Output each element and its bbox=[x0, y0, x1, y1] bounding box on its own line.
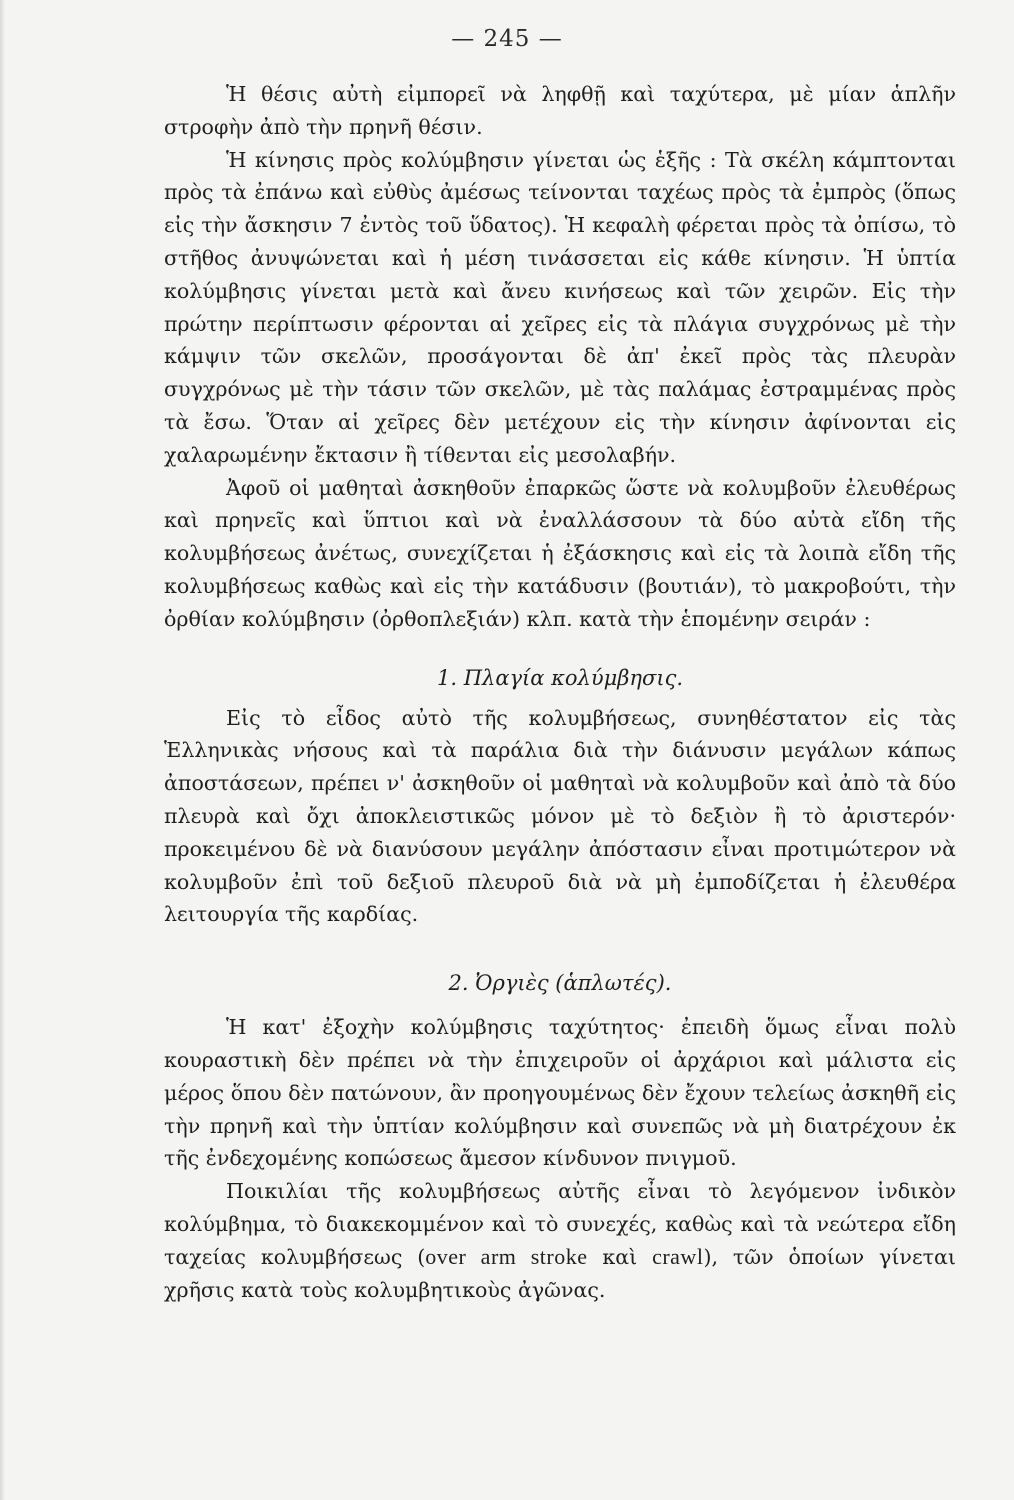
paragraph-6-part-a: Ποικιλίαι τῆς κολυμβήσεως αὐτῆς εἶναι τὸ λεγόμενον ἰνδικὸν κολύμβημα, τὸ διακεκομμένον καὶ τὸ συνεχές, καθὼς καὶ τὰ νεώτερα εἴδη ταχείας κολυμβήσεως ( bbox=[164, 1179, 956, 1269]
body-text bbox=[164, 78, 956, 1306]
paragraph-6-part-c: ), τῶν ὁποίων γίνεται χρῆσις κατὰ τοὺς κολυμβητικοὺς ἀγῶνας. bbox=[164, 1244, 956, 1302]
paragraph-1: Ἡ θέσις αὐτὴ εἰμπορεῖ νὰ ληφθῇ καὶ ταχύτερα, μὲ μίαν ἁπλῆν στροφὴν ἀπὸ τὴν πρηνῆ θέσιν. bbox=[164, 82, 956, 139]
paragraph-6 bbox=[164, 1175, 956, 1306]
paragraph-5: Ἡ κατ' ἐξοχὴν κολύμβησις ταχύτητος· ἐπειδὴ ὅμως εἶναι πολὺ κουραστικὴ δὲν πρέπει νὰ τὴν ἐπιχειροῦν οἱ ἀρχάριοι καὶ μάλιστα εἰς μέρος ὅπου δὲν πατώνουν, ἂν προηγουμένως δὲν ἔχουν τελείως ἀσκηθῆ εἰς τὴν πρηνῆ καὶ τὴν ὑπτίαν κολύμβησιν καὶ συνεπῶς νὰ μὴ διατρέχουν ἐκ τῆς ἐνδεχομένης κοπώσεως ἄμεσον κίνδυνον πνιγμοῦ. bbox=[164, 1015, 956, 1171]
latin-term-crawl: crawl bbox=[652, 1243, 704, 1269]
paragraph-2: Ἡ κίνησις πρὸς κολύμβησιν γίνεται ὡς ἑξῆς : Τὰ σκέλη κάμπτονται πρὸς τὰ ἐπάνω καὶ εὐθὺς ἀμέσως τείνονται ταχέως πρὸς τὰ ἐμπρὸς (ὅπως εἰς τὴν ἄσκησιν 7 ἐντὸς τοῦ ὕδατος). Ἡ κεφαλὴ φέρεται πρὸς τὰ ὀπίσω, τὸ στῆθος ἀνυψώνεται καὶ ἡ μέση τινάσσεται εἰς κάθε κίνησιν. Ἡ ὑπτία κολύμβησις γίνεται μετὰ καὶ ἄνευ κινήσεως καὶ τῶν χειρῶν. Εἰς τὴν πρώτην περίπτωσιν φέρονται αἱ χεῖρες εἰς τὰ πλάγια συγχρόνως μὲ τὴν κάμψιν τῶν σκελῶν, προσάγονται δὲ ἀπ' ἐκεῖ πρὸς τὰς πλευρὰν συγχρόνως μὲ τὴν τάσιν τῶν σκελῶν, μὲ τὰς παλάμας ἐστραμμένας πρὸς τὰ ἔσω. Ὅταν αἱ χεῖρες δὲν μετέχουν εἰς τὴν κίνησιν ἀφίνονται εἰς χαλαρωμένην ἔκτασιν ἢ τίθενται εἰς μεσολαβήν. bbox=[164, 147, 956, 467]
latin-term-over-arm-stroke: over arm stroke bbox=[425, 1243, 588, 1269]
section-heading-side-stroke: 1. Πλαγία κολύμβησις. bbox=[436, 665, 684, 690]
section-heading-overarm: 2. Ὀργιὲς (ἁπλωτές). bbox=[448, 971, 672, 996]
paragraph-6-part-b: καὶ bbox=[587, 1244, 653, 1269]
paragraph-4: Εἰς τὸ εἶδος αὐτὸ τῆς κολυμβήσεως, συνηθέστατον εἰς τὰς Ἑλληνικὰς νήσους καὶ τὰ παράλια διὰ τὴν διάνυσιν μεγάλων κάπως ἀποστάσεων, πρέπει ν' ἀσκηθοῦν οἱ μαθηταὶ νὰ κολυμβοῦν καὶ ἀπὸ τὰ δύο πλευρὰ καὶ ὄχι ἀποκλειστικῶς μόνον μὲ τὸ δεξιὸν ἢ τὸ ἀριστερόν· προκειμένου δὲ νὰ διανύσουν μεγάλην ἀπόστασιν εἶναι προτιμώτερον νὰ κολυμβοῦν ἐπὶ τοῦ δεξιοῦ πλευροῦ διὰ νὰ μὴ ἐμποδίζεται ἡ ἐλευθέρα λειτουργία τῆς καρδίας. bbox=[164, 705, 956, 927]
paragraph-3: Ἀφοῦ οἱ μαθηταὶ ἀσκηθοῦν ἐπαρκῶς ὥστε νὰ κολυμβοῦν ἐλευθέρως καὶ πρηνεῖς καὶ ὕπτιοι καὶ νὰ ἐναλλάσσουν τὰ δύο αὐτὰ εἴδη τῆς κολυμβήσεως ἀνέτως, συνεχίζεται ἡ ἐξάσκησις καὶ εἰς τὰ λοιπὰ εἴδη τῆς κολυμβήσεως καθὼς καὶ εἰς τὴν κατάδυσιν (βουτιάν), τὸ μακροβούτι, τὴν ὀρθίαν κολύμβησιν (ὀρθοπλεξιάν) κλπ. κατὰ τὴν ἑπομένην σειράν : bbox=[164, 475, 956, 631]
page-number: — 245 — bbox=[451, 26, 563, 52]
page-binding-edge bbox=[0, 0, 5, 1500]
